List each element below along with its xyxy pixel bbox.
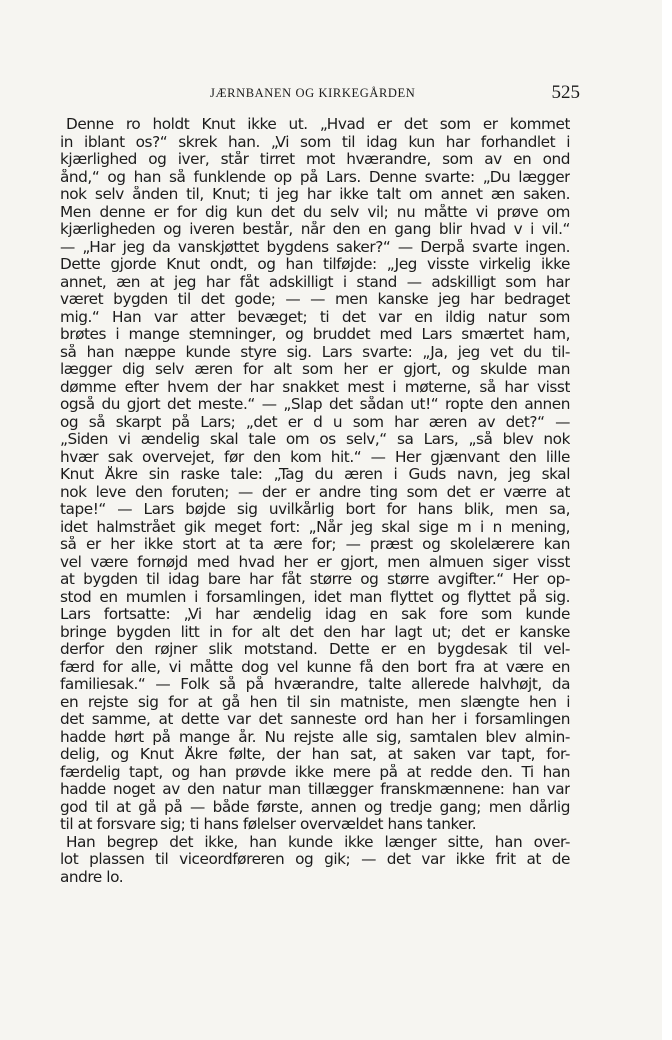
- page-number: 525: [551, 82, 580, 103]
- text-line: mig.“ Han var atter bevæget; ti det var en ildig natur som: [60, 308, 570, 326]
- text-line: Knut Åkre sin raske tale: „Tag du æren i Guds navn, jeg skal: [60, 466, 570, 483]
- text-line: vel være fornøjd med hvad her er gjort, men almuen siger visst: [60, 553, 570, 571]
- text-line: færdelig tapt, og han prøvde ikke mere på at redde den. Ti han: [60, 763, 570, 781]
- paragraph: [60, 116, 570, 834]
- text-line: så er her ikke stort at ta ære for; — præst og skolelærere kan: [60, 536, 570, 553]
- text-line: været bygden til det gode; — — men kanske jeg har bedraget: [60, 291, 570, 308]
- text-line: brøtes i mange stemninger, og bruddet med Lars smærtet ham,: [60, 326, 570, 343]
- running-title: JÆRNBANEN OG KIRKEGÅRDEN: [210, 86, 416, 100]
- text-line: dømme efter hvem der har snakket mest i møterne, så har visst: [60, 378, 570, 396]
- text-line: hvær sak overvejet, før den kom hit.“ — Her gjænvant den lille: [60, 448, 570, 466]
- text-line: stod en mumlen i forsamlingen, idet man flyttet og flyttet på sig.: [60, 588, 570, 606]
- text-line: Han begrep det ikke, han kunde ikke længer sitte, han over-: [66, 833, 570, 851]
- text-line: idet halmstrået gik meget fort: „Når jeg skal sige m i n mening,: [60, 518, 570, 536]
- text-line: en rejste sig for at gå hen til sin matniste, men slængte hen i: [60, 693, 570, 711]
- text-line: andre lo.: [60, 868, 124, 886]
- text-line: tape!“ — Lars bøjde sig uvilkårlig bort for hans blik, men sa,: [60, 501, 570, 518]
- text-line: færd for alle, vi måtte dog vel kunne få den bort fra at være en: [60, 658, 570, 676]
- text-line: ånd,“ og han så funklende op på Lars. Denne svarte: „Du lægger: [60, 168, 570, 186]
- page-header: [60, 82, 580, 108]
- text-line: — „Har jeg da vanskjøttet bygdens saker?“ — Derpå svarte ingen.: [60, 238, 570, 256]
- text-line: hadde noget av den natur man tillægger franskmænnene: han var: [60, 781, 570, 798]
- text-line: bringe bygden litt in for alt det den har lagt ut; det er kanske: [60, 623, 570, 641]
- body-text: [60, 116, 570, 886]
- text-line: kjærligheden og iveren består, når den en gang blir hvad v i vil.“: [60, 221, 570, 238]
- text-line: nok leve den foruten; — der er andre ting som det er værre at: [60, 483, 570, 501]
- text-line: familiesak.“ — Folk så på hværandre, talte allerede halvhøjt, da: [60, 676, 570, 693]
- text-line: Dette gjorde Knut ondt, og han tilføjde: „Jeg visste virkelig ikke: [60, 256, 570, 273]
- text-line: god til at gå på — både første, annen og tredje gang; men dårlig: [60, 798, 570, 816]
- text-line: Lars fortsatte: „Vi har ændelig idag en sak fore som kunde: [60, 606, 570, 623]
- text-line: og så skarpt på Lars; „det er d u som har æren av det?“ —: [60, 413, 570, 431]
- text-line: annet, æn at jeg har fåt adskilligt i stand — adskilligt som har: [60, 273, 570, 291]
- text-line: at bygden til idag bare har fåt større og større avgifter.“ Her op-: [60, 571, 570, 588]
- text-line: Men denne er for dig kun det du selv vil; nu måtte vi prøve om: [60, 203, 570, 221]
- text-line: nok selv ånden til, Knut; ti jeg har ikke talt om annet æn saken.: [60, 186, 570, 203]
- text-line: det samme, at dette var det sanneste ord han her i forsamlingen: [60, 711, 570, 728]
- text-line: delig, og Knut Åkre følte, der han sat, at saken var tapt, for-: [60, 746, 570, 763]
- text-line: så han næppe kunde styre sig. Lars svarte: „Ja, jeg vet du til-: [60, 343, 570, 361]
- text-line: kjærlighed og iver, står tirret mot hværandre, som av en ond: [60, 151, 570, 168]
- text-line: også du gjort det meste.“ — „Slap det sådan ut!“ ropte den annen: [60, 396, 570, 413]
- text-line: lægger dig selv æren for alt som her er gjort, og skulde man: [60, 361, 570, 378]
- text-line: derfor den røjner slik motstand. Dette er en bygdesak til vel-: [60, 641, 570, 658]
- text-line: hadde hørt på mange år. Nu rejste alle sig, samtalen blev almin-: [60, 728, 570, 746]
- text-line: Denne ro holdt Knut ikke ut. „Hvad er det som er kommet: [66, 116, 570, 133]
- text-line: in iblant os?“ skrek han. „Vi som til idag kun har forhandlet i: [60, 133, 570, 151]
- paragraph: [60, 834, 570, 887]
- text-line: til at forsvare sig; ti hans følelser overvældet hans tanker.: [60, 816, 477, 833]
- page-edge: [662, 0, 672, 1040]
- text-line: „Siden vi ændelig skal tale om os selv,“ sa Lars, „så blev nok: [60, 431, 570, 448]
- text-line: lot plassen til viceordføreren og gik; — det var ikke frit at de: [60, 851, 570, 868]
